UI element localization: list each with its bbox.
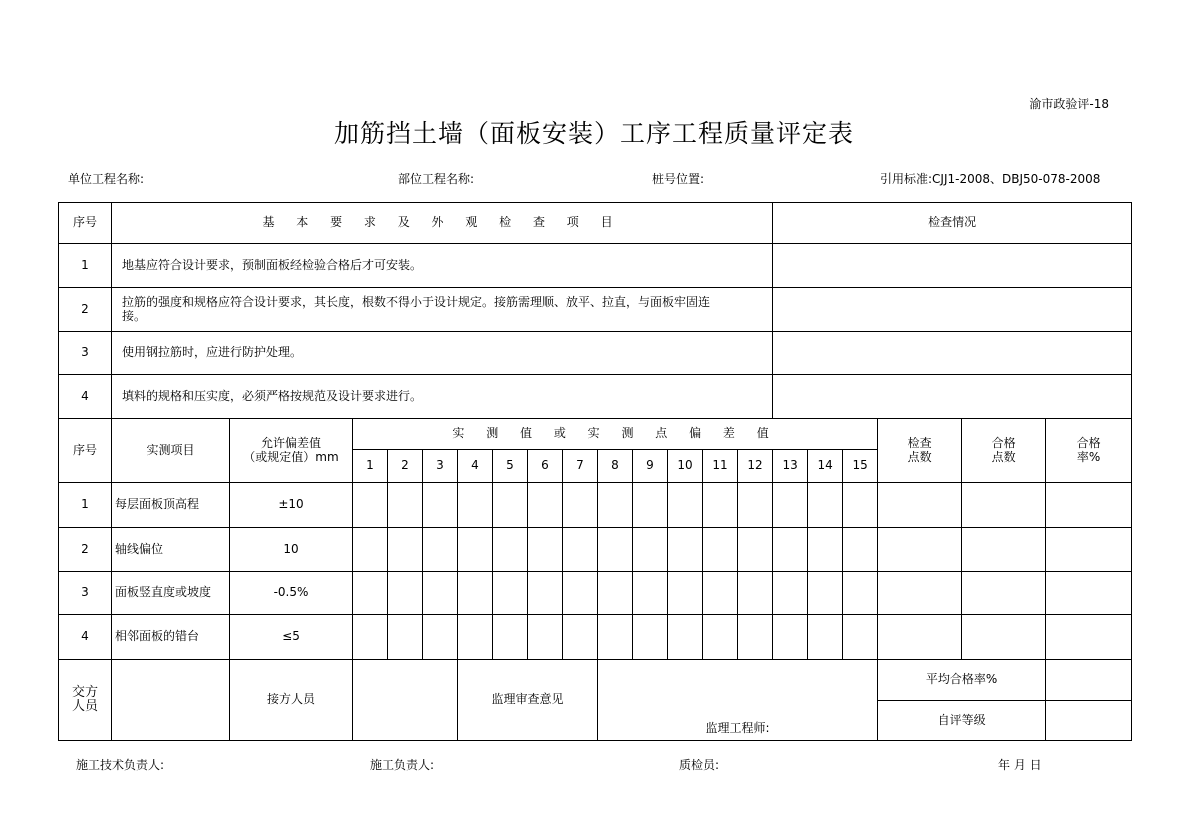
measure-row-item: 相邻面板的错台	[112, 615, 230, 660]
measured-value-cell[interactable]	[493, 572, 528, 615]
measured-value-cell[interactable]	[563, 528, 598, 572]
measure-row-no: 4	[59, 615, 112, 660]
checked-points-cell[interactable]	[878, 528, 962, 572]
self-grade-cell[interactable]	[1046, 701, 1132, 741]
measure-row-item: 轴线偏位	[112, 528, 230, 572]
measured-value-cell[interactable]	[423, 528, 458, 572]
unit-project-label: 单位工程名称:	[68, 172, 145, 186]
measured-value-cell[interactable]	[458, 483, 493, 528]
measured-value-cell[interactable]	[808, 572, 843, 615]
passed-points-cell[interactable]	[962, 615, 1046, 660]
measured-value-cell[interactable]	[423, 483, 458, 528]
measure-row-item: 每层面板顶高程	[112, 483, 230, 528]
measured-value-cell[interactable]	[633, 572, 668, 615]
checked-points-cell[interactable]	[878, 483, 962, 528]
measured-value-cell[interactable]	[738, 572, 773, 615]
measured-value-cell[interactable]	[808, 483, 843, 528]
measured-value-cell[interactable]	[633, 615, 668, 660]
measured-value-cell[interactable]	[528, 572, 563, 615]
table-row	[59, 244, 1132, 288]
measured-value-cell[interactable]	[528, 528, 563, 572]
table-row	[59, 615, 1132, 660]
measured-value-cell[interactable]	[843, 615, 878, 660]
measured-value-cell[interactable]	[773, 572, 808, 615]
reference-standard-label: 引用标准:CJJ1-2008、DBJ50-078-2008	[880, 172, 1101, 186]
avg-pass-rate-cell[interactable]	[1046, 660, 1132, 701]
measured-value-cell[interactable]	[738, 615, 773, 660]
point-number: 1	[353, 450, 388, 483]
table-row	[59, 288, 1132, 332]
measured-value-cell[interactable]	[633, 483, 668, 528]
measured-value-cell[interactable]	[773, 615, 808, 660]
point-number: 3	[423, 450, 458, 483]
measured-value-cell[interactable]	[808, 615, 843, 660]
basic-row-check-cell[interactable]	[773, 288, 1132, 332]
measured-value-cell[interactable]	[458, 528, 493, 572]
measured-value-cell[interactable]	[598, 528, 633, 572]
pass-rate-cell[interactable]	[1046, 528, 1132, 572]
point-number: 6	[528, 450, 563, 483]
measured-value-cell[interactable]	[843, 483, 878, 528]
inspector-label: 质检员:	[679, 758, 720, 772]
table-row	[59, 572, 1132, 615]
measured-value-cell[interactable]	[843, 572, 878, 615]
measured-value-cell[interactable]	[773, 483, 808, 528]
quality-evaluation-table	[58, 202, 1132, 741]
part-project-label: 部位工程名称:	[398, 172, 475, 186]
measured-value-cell[interactable]	[528, 615, 563, 660]
measure-header-row	[59, 419, 1132, 450]
point-number: 13	[773, 450, 808, 483]
measured-points-header: 实 测 值 或 实 测 点 偏 差 值	[353, 419, 878, 450]
point-number: 11	[703, 450, 738, 483]
measured-value-cell[interactable]	[668, 572, 703, 615]
measured-value-cell[interactable]	[423, 572, 458, 615]
basic-header-row	[59, 203, 1132, 244]
measured-value-cell[interactable]	[703, 483, 738, 528]
point-number: 5	[493, 450, 528, 483]
pass-rate-cell[interactable]	[1046, 483, 1132, 528]
table-row	[59, 483, 1132, 528]
measure-row-no: 1	[59, 483, 112, 528]
point-number: 4	[458, 450, 493, 483]
measured-value-cell[interactable]	[668, 483, 703, 528]
passed-points-cell[interactable]	[962, 572, 1046, 615]
basic-row-check-cell[interactable]	[773, 332, 1132, 375]
measured-value-cell[interactable]	[668, 615, 703, 660]
measure-row-no: 2	[59, 528, 112, 572]
measured-value-cell[interactable]	[353, 615, 388, 660]
measure-row-tolerance: ≤5	[230, 615, 353, 660]
basic-row-text: 使用钢拉筋时，应进行防护处理。	[112, 332, 773, 375]
measured-value-cell[interactable]	[598, 615, 633, 660]
measured-value-cell[interactable]	[703, 615, 738, 660]
checked-points-header: 检查 点数	[878, 419, 962, 483]
point-number: 8	[598, 450, 633, 483]
measured-value-cell[interactable]	[738, 528, 773, 572]
measured-value-cell[interactable]	[703, 528, 738, 572]
basic-row-check-cell[interactable]	[773, 375, 1132, 419]
passed-points-header: 合格 点数	[962, 419, 1046, 483]
basic-row-text: 填料的规格和压实度，必须严格按规范及设计要求进行。	[112, 375, 773, 419]
pass-rate-cell[interactable]	[1046, 572, 1132, 615]
measured-value-cell[interactable]	[633, 528, 668, 572]
measured-value-cell[interactable]	[458, 615, 493, 660]
measure-item-header: 实测项目	[112, 419, 230, 483]
passed-points-cell[interactable]	[962, 483, 1046, 528]
supervisor-engineer-label: 监理工程师:	[598, 660, 878, 741]
measured-value-cell[interactable]	[388, 615, 423, 660]
measured-value-cell[interactable]	[388, 483, 423, 528]
receiver-label: 接方人员	[230, 660, 353, 741]
measured-value-cell[interactable]	[668, 528, 703, 572]
point-number: 9	[633, 450, 668, 483]
measured-value-cell[interactable]	[388, 528, 423, 572]
measured-value-cell[interactable]	[353, 528, 388, 572]
basic-row-check-cell[interactable]	[773, 244, 1132, 288]
point-number: 10	[668, 450, 703, 483]
measured-value-cell[interactable]	[773, 528, 808, 572]
measured-value-cell[interactable]	[808, 528, 843, 572]
measure-row-tolerance: ±10	[230, 483, 353, 528]
measured-value-cell[interactable]	[563, 615, 598, 660]
measured-value-cell[interactable]	[598, 572, 633, 615]
pass-rate-cell[interactable]	[1046, 615, 1132, 660]
measured-value-cell[interactable]	[353, 572, 388, 615]
checked-points-cell[interactable]	[878, 615, 962, 660]
measured-value-cell[interactable]	[738, 483, 773, 528]
self-grade-label: 自评等级	[878, 701, 1046, 741]
basic-row-no: 2	[59, 288, 112, 332]
basic-check-header: 检查情况	[773, 203, 1132, 244]
measured-value-cell[interactable]	[353, 483, 388, 528]
measured-value-cell[interactable]	[493, 528, 528, 572]
date-label: 年 月 日	[998, 758, 1042, 772]
measured-value-cell[interactable]	[423, 615, 458, 660]
handover-sign-cell[interactable]	[112, 660, 230, 741]
table-row	[59, 375, 1132, 419]
point-number: 2	[388, 450, 423, 483]
stake-position-label: 桩号位置:	[652, 172, 705, 186]
measure-row-tolerance: -0.5%	[230, 572, 353, 615]
supervisor-opinion-label: 监理审查意见	[458, 660, 598, 741]
measure-row-tolerance: 10	[230, 528, 353, 572]
form-code: 渝市政验评-18	[1029, 97, 1109, 111]
basic-row-no: 4	[59, 375, 112, 419]
basic-row-no: 3	[59, 332, 112, 375]
construction-lead-label: 施工负责人:	[370, 758, 435, 772]
basic-items-header: 基 本 要 求 及 外 观 检 查 项 目	[112, 203, 773, 244]
measure-row-item: 面板竖直度或坡度	[112, 572, 230, 615]
measure-row-no: 3	[59, 572, 112, 615]
table-row	[59, 332, 1132, 375]
measured-value-cell[interactable]	[493, 615, 528, 660]
measured-value-cell[interactable]	[703, 572, 738, 615]
basic-no-header: 序号	[59, 203, 112, 244]
point-number: 7	[563, 450, 598, 483]
measured-value-cell[interactable]	[458, 572, 493, 615]
receiver-sign-cell[interactable]	[353, 660, 458, 741]
handover-label: 交方 人员	[59, 660, 112, 741]
basic-row-text: 拉筋的强度和规格应符合设计要求，其长度，根数不得小于设计规定。接筋需理顺、放平、拉直，与面板牢固连接。	[112, 288, 773, 332]
checked-points-cell[interactable]	[878, 572, 962, 615]
pass-rate-header: 合格 率%	[1046, 419, 1132, 483]
measured-value-cell[interactable]	[843, 528, 878, 572]
measured-value-cell[interactable]	[528, 483, 563, 528]
point-number: 12	[738, 450, 773, 483]
measure-no-header: 序号	[59, 419, 112, 483]
page-title: 加筋挡土墙（面板安装）工序工程质量评定表	[333, 119, 854, 148]
measured-value-cell[interactable]	[563, 483, 598, 528]
measured-value-cell[interactable]	[598, 483, 633, 528]
tolerance-header: 允许偏差值 （或规定值）mm	[230, 419, 353, 483]
basic-row-no: 1	[59, 244, 112, 288]
avg-pass-rate-label: 平均合格率%	[878, 660, 1046, 701]
measured-value-cell[interactable]	[493, 483, 528, 528]
measured-value-cell[interactable]	[388, 572, 423, 615]
tech-lead-label: 施工技术负责人:	[76, 758, 165, 772]
table-row	[59, 528, 1132, 572]
point-number: 15	[843, 450, 878, 483]
passed-points-cell[interactable]	[962, 528, 1046, 572]
basic-row-text: 地基应符合设计要求，预制面板经检验合格后才可安装。	[112, 244, 773, 288]
point-number: 14	[808, 450, 843, 483]
sign-row	[59, 660, 1132, 701]
measured-value-cell[interactable]	[563, 572, 598, 615]
